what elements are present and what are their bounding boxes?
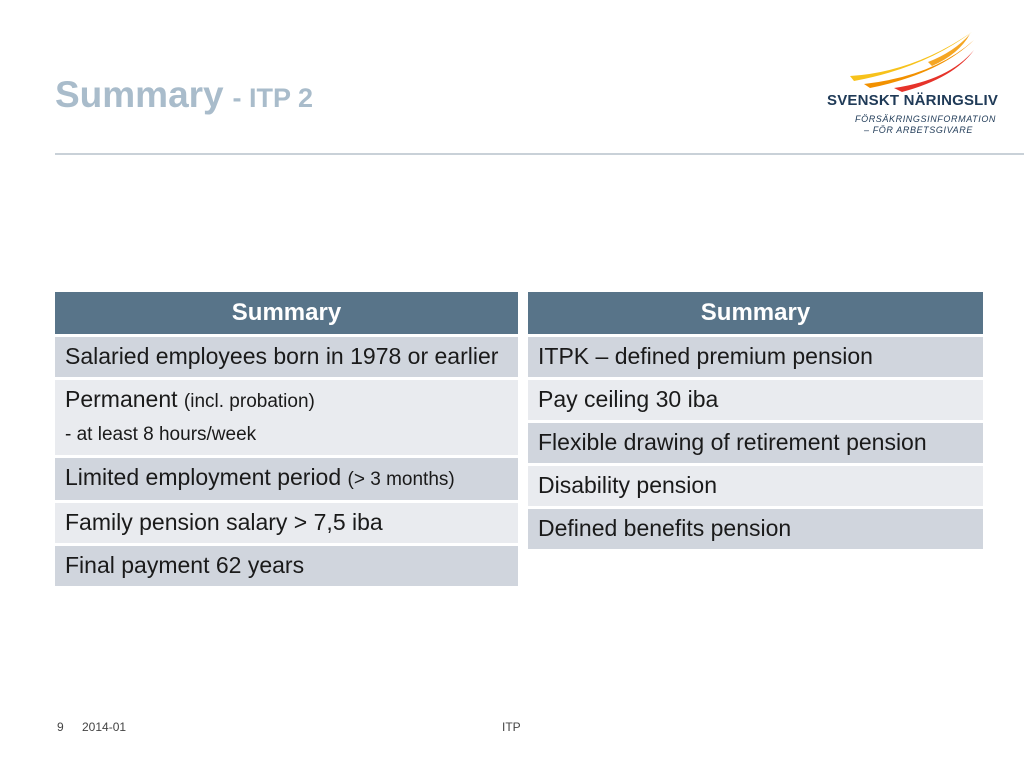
page-title-main: Summary <box>55 74 224 115</box>
row-text: Flexible drawing of retirement pension <box>528 423 983 463</box>
page-title-sub: - ITP 2 <box>232 83 314 113</box>
row-text: Permanent <box>65 386 178 412</box>
swoosh-logo-icon <box>824 28 1004 92</box>
left-summary-table <box>55 289 518 589</box>
table-row <box>528 337 983 377</box>
row-text: Final payment 62 years <box>55 546 518 586</box>
row-cell <box>55 458 518 500</box>
header-divider <box>55 153 1024 155</box>
table-row <box>55 337 518 377</box>
logo-tagline-2: – FÖR ARBETSGIVARE <box>864 125 973 135</box>
row-text: Limited employment period <box>65 464 342 490</box>
table-row <box>528 509 983 549</box>
row-line2: - at least 8 hours/week <box>65 424 257 445</box>
company-logo <box>824 28 1004 138</box>
logo-brand-name: SVENSKT NÄRINGSLIV <box>827 92 999 109</box>
table-row <box>528 423 983 463</box>
table-row <box>55 503 518 543</box>
right-summary-table <box>528 289 983 552</box>
row-text: Family pension salary > 7,5 iba <box>55 503 518 543</box>
row-cell <box>55 380 518 455</box>
logo-tagline-1: FÖRSÄKRINGSINFORMATION <box>855 114 997 124</box>
row-text: Defined benefits pension <box>528 509 983 549</box>
row-text: ITPK – defined premium pension <box>528 337 983 377</box>
left-table-header: Summary <box>55 292 518 334</box>
row-text: Disability pension <box>528 466 983 506</box>
table-row <box>55 458 518 500</box>
table-row <box>528 380 983 420</box>
page-title <box>55 74 313 116</box>
table-row <box>55 546 518 586</box>
row-text: Pay ceiling 30 iba <box>528 380 983 420</box>
table-row <box>55 380 518 455</box>
right-table-header: Summary <box>528 292 983 334</box>
table-row <box>528 466 983 506</box>
footer-label: ITP <box>502 720 521 734</box>
row-text: Salaried employees born in 1978 or earlier <box>55 337 518 377</box>
row-note: (incl. probation) <box>183 391 315 412</box>
footer-page-number: 9 <box>57 720 64 734</box>
row-note: (> 3 months) <box>347 469 455 490</box>
footer-date: 2014-01 <box>82 720 127 734</box>
